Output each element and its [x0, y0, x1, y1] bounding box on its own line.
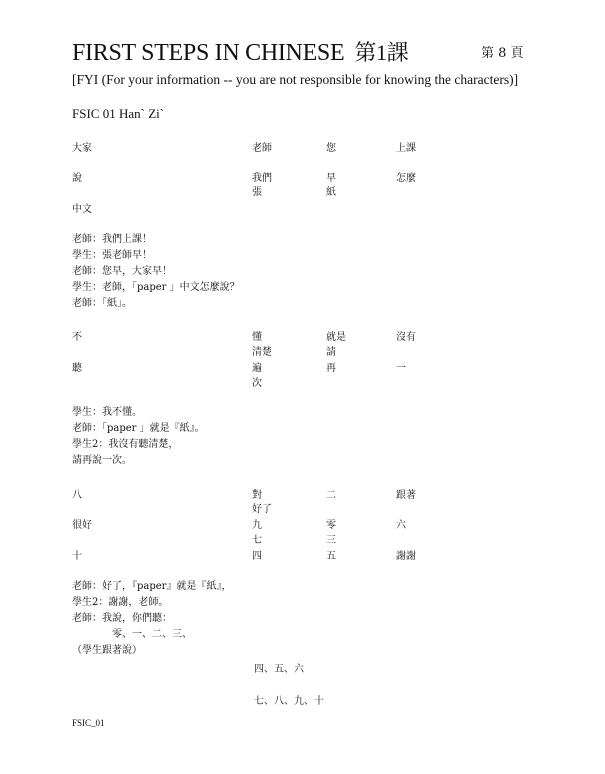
- vocab-word: 說: [72, 173, 82, 184]
- vocab-word: 五: [326, 551, 336, 562]
- dialogue-line: 老師：我說，你們聽：: [72, 613, 172, 624]
- dialogue-line: 學生2：我沒有聽清楚，: [72, 439, 179, 450]
- vocab-word: 十: [72, 551, 82, 562]
- lesson-id: FSIC 01 Han` Zi`: [72, 106, 165, 121]
- dialogue-line: 請再說一次。: [72, 455, 132, 466]
- dialogue-line: 老師：我們上課！: [72, 234, 152, 245]
- counting-line: 四、五、六: [254, 664, 304, 675]
- vocab-word: 很好: [72, 520, 92, 531]
- dialogue-line: 老師：「紙」。: [72, 298, 132, 309]
- vocab-word: 遍: [252, 363, 262, 374]
- vocab-word: 您: [326, 143, 336, 154]
- vocab-word: 聽: [72, 363, 82, 374]
- dialogue-line: 零、一、二、三、: [112, 629, 192, 640]
- vocab-word: 我們: [252, 173, 272, 184]
- dialogue-line: 老師：您早，大家早！: [72, 266, 172, 277]
- vocab-word: 沒有: [396, 332, 416, 343]
- vocab-word: 早: [326, 173, 336, 184]
- vocab-word: 上課: [396, 143, 416, 154]
- page-number: 第 8 頁: [481, 46, 524, 61]
- dialogue-line: （學生跟著說）: [72, 645, 142, 656]
- footer-label: FSIC_01: [72, 718, 105, 728]
- vocab-word: 再: [326, 363, 336, 374]
- dialogue-line: 學生：我不懂。: [72, 407, 142, 418]
- vocab-word: 一: [396, 363, 406, 374]
- vocab-word: 謝謝: [396, 551, 416, 562]
- vocab-word: 懂: [252, 332, 262, 343]
- vocab-word: 清楚: [252, 347, 272, 358]
- vocab-word: 跟著: [396, 490, 416, 501]
- vocab-word: 二: [326, 490, 336, 501]
- vocab-word: 怎麼: [396, 173, 416, 184]
- vocab-word: 中文: [72, 204, 92, 215]
- vocab-word: 好了: [252, 504, 272, 515]
- title-english: FIRST STEPS IN CHINESE: [72, 40, 345, 66]
- vocab-word: 老師: [252, 143, 272, 154]
- vocab-word: 就是: [326, 332, 346, 343]
- dialogue-line: 老師：好了，『paper』就是『紙』，: [72, 581, 232, 592]
- dialogue-line: 學生：張老師早！: [72, 250, 152, 261]
- vocab-word: 次: [252, 378, 262, 389]
- vocab-word: 四: [252, 551, 262, 562]
- vocab-word: 零: [326, 520, 336, 531]
- title-chinese: 第1課: [354, 40, 409, 65]
- vocab-word: 八: [72, 490, 82, 501]
- vocab-word: 九: [252, 520, 262, 531]
- vocab-word: 請: [326, 347, 336, 358]
- vocab-word: 七: [252, 535, 262, 546]
- dialogue-line: 學生：老師，「paper 」中文怎麼說？: [72, 282, 240, 293]
- vocab-word: 不: [72, 332, 82, 343]
- dialogue-line: 學生2：謝謝，老師。: [72, 597, 169, 608]
- vocab-word: 紙: [326, 187, 336, 198]
- vocab-word: 大家: [72, 143, 92, 154]
- fyi-note: [FYI (For your information -- you are not responsible for knowing the characters)]: [72, 72, 519, 87]
- vocab-word: 六: [396, 520, 406, 531]
- counting-line: 七、八、九、十: [254, 696, 324, 707]
- page-title: [72, 36, 408, 67]
- vocab-word: 三: [326, 535, 336, 546]
- vocab-word: 對: [252, 490, 262, 501]
- dialogue-line: 老師：「paper 」就是『紙』。: [72, 423, 205, 434]
- vocab-word: 張: [252, 187, 262, 198]
